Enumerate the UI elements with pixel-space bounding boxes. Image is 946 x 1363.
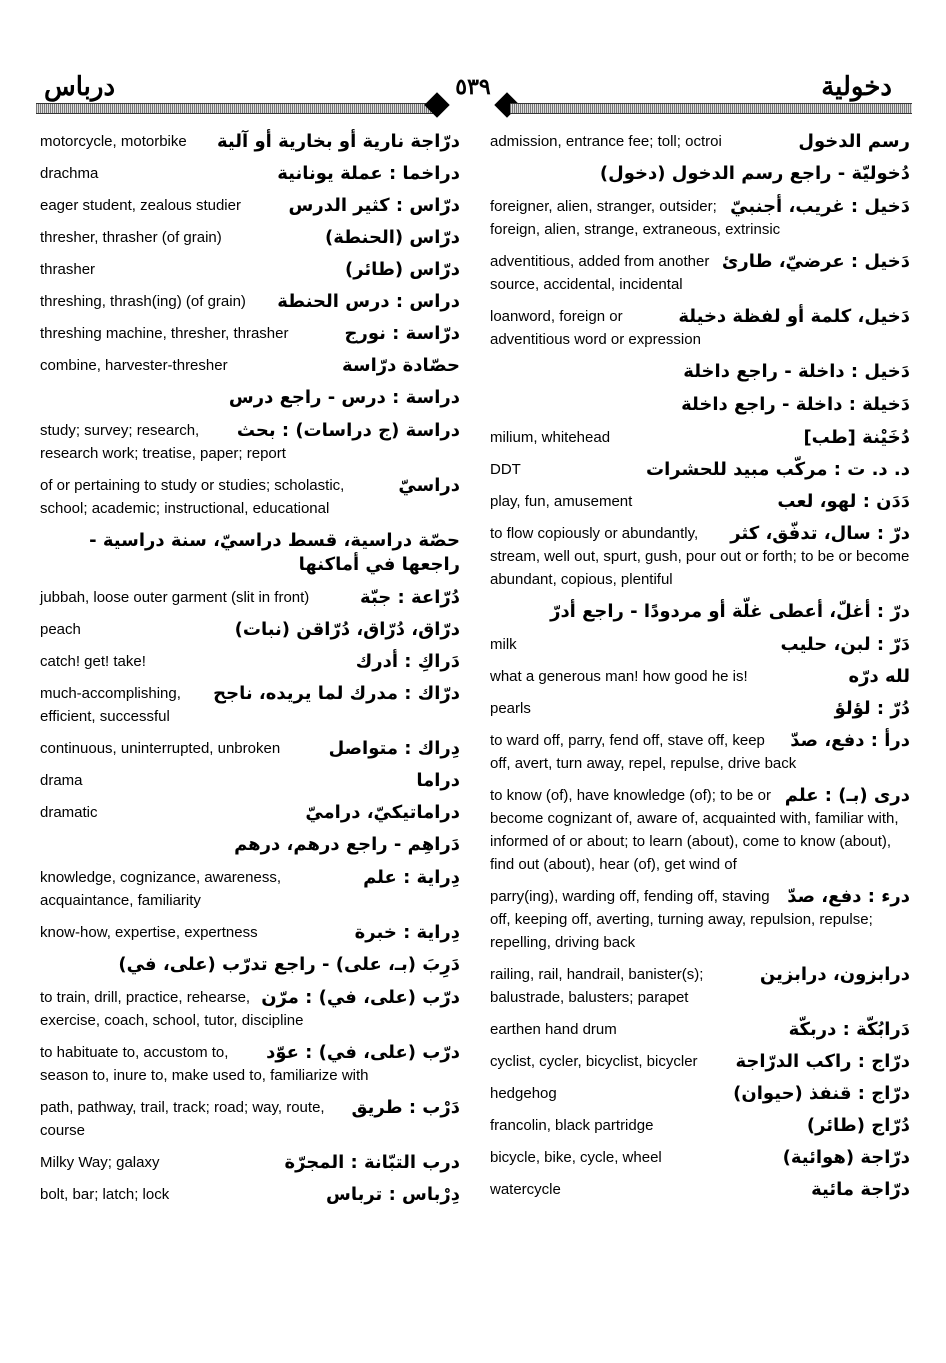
arabic-headword: درّاسة : نورج: [344, 323, 460, 344]
arabic-headword: درب التبّانة : المجرّة: [284, 1152, 460, 1173]
header-rule-right: [510, 103, 912, 114]
arabic-headword: دُخوليّة - راجع رسم الدخول (دخول): [599, 163, 910, 184]
arabic-headword: دَرِبَ (بـ، على) - راجع تدرّب (على، في): [118, 954, 460, 975]
dictionary-entry: [40, 258, 460, 281]
dictionary-entry: [40, 290, 460, 313]
arabic-headword: دُخَيْنة [طب]: [803, 427, 910, 448]
dictionary-entry: [490, 665, 910, 688]
header-left-word: درباس: [44, 72, 116, 102]
dictionary-entry: [40, 194, 460, 217]
arabic-headword: درء : دفع، صدّ: [787, 886, 910, 907]
english-gloss: to habituate to, accustom to, season to, inure to, make used to, familiarize with: [40, 1044, 369, 1084]
english-gloss: dramatic: [40, 804, 98, 821]
english-gloss: bolt, bar; latch; lock: [40, 1186, 170, 1203]
arabic-headword: درّاس : كثير الدرس: [288, 195, 460, 216]
arabic-headword: دِراك : متواصل: [328, 738, 460, 759]
dictionary-cross-reference: [490, 360, 910, 384]
arabic-headword: دراسة : درس - راجع درس: [228, 387, 460, 408]
dictionary-entry: [40, 866, 460, 912]
english-gloss: drama: [40, 772, 83, 789]
dictionary-entry: [490, 1146, 910, 1169]
arabic-headword: درّ : أغلّ، أعطى غلّة أو مردودًا - راجع أدرّ: [550, 601, 910, 622]
arabic-headword: دَرْب : طريق: [351, 1097, 460, 1118]
arabic-headword: دَخيلة : داخلة - راجع داخلة: [681, 394, 910, 415]
dictionary-cross-reference: [490, 600, 910, 624]
english-gloss: thrasher: [40, 261, 96, 278]
arabic-headword: دَرابُكّة : دربكّة: [788, 1019, 910, 1040]
dictionary-entry: [490, 305, 910, 351]
arabic-headword: درّاجة مائية: [811, 1179, 910, 1200]
english-gloss: know-how, expertise, expertness: [40, 924, 258, 941]
english-gloss: jubbah, loose outer garment (slit in front): [40, 589, 310, 606]
dictionary-entry: [490, 426, 910, 449]
english-gloss: of or pertaining to study or studies; scholastic, school; academic; instructional, educational: [40, 477, 345, 517]
arabic-headword: دراسة (ج دراسات) : بحث: [236, 420, 460, 441]
english-gloss: to train, drill, practice, rehearse, exercise, coach, school, tutor, discipline: [40, 989, 304, 1029]
english-gloss: pearls: [490, 700, 531, 717]
arabic-headword: دُرّاج (طائر): [806, 1115, 910, 1136]
dictionary-entry: [40, 682, 460, 728]
dictionary-cross-reference: [40, 529, 460, 577]
dictionary-entry: [40, 1041, 460, 1087]
dictionary-entry: [490, 490, 910, 513]
arabic-headword: درّب (على، في) : عوّد: [266, 1042, 460, 1063]
english-gloss: much-accomplishing, efficient, successful: [40, 685, 181, 725]
english-gloss: parry(ing), warding off, fending off, staving off, keeping off, averting, turning away, repulsion, repulse; repelling, driving back: [490, 888, 873, 951]
english-gloss: earthen hand drum: [490, 1021, 617, 1038]
dictionary-entry: [490, 522, 910, 591]
arabic-headword: دُرّاعة : جبّة: [360, 587, 460, 608]
dictionary-entry: [40, 322, 460, 345]
arabic-headword: حصّة دراسية، قسط دراسيّ، سنة دراسية - راجعها في أماكنها: [89, 530, 460, 575]
arabic-headword: حصّادة درّاسة: [342, 355, 460, 376]
dictionary-entry: [490, 633, 910, 656]
dictionary-cross-reference: [490, 162, 910, 186]
arabic-headword: دَخيل، كلمة أو لفظة دخيلة: [678, 306, 910, 327]
dictionary-entry: [490, 195, 910, 241]
english-gloss: what a generous man! how good he is!: [490, 668, 748, 685]
arabic-headword: دراخما : عملة يونانية: [277, 163, 460, 184]
arabic-headword: دِرْباس : ترباس: [326, 1184, 460, 1205]
arabic-headword: دَرّ : لبن، حليب: [780, 634, 910, 655]
dictionary-entry: [490, 729, 910, 775]
dictionary-entry: [490, 1178, 910, 1201]
arabic-headword: دراما: [416, 770, 460, 791]
arabic-headword: رسم الدخول: [798, 131, 910, 152]
dictionary-entry: [40, 1096, 460, 1142]
english-gloss: francolin, black partridge: [490, 1117, 654, 1134]
english-gloss: eager student, zealous studier: [40, 197, 241, 214]
arabic-headword: دَخيل : داخلة - راجع داخلة: [683, 361, 910, 382]
dictionary-entry: [40, 801, 460, 824]
arabic-headword: دَراكِ : أدرك: [355, 651, 460, 672]
arabic-headword: درأ : دفع، صدّ: [790, 730, 910, 751]
dictionary-entry: [40, 162, 460, 185]
arabic-headword: دَخيل : غريب، أجنبيّ: [730, 196, 910, 217]
english-gloss: catch! get! take!: [40, 653, 146, 670]
dictionary-entry: [490, 784, 910, 876]
english-gloss: knowledge, cognizance, awareness, acquaintance, familiarity: [40, 869, 281, 909]
arabic-headword: دراس : درس الحنطة: [277, 291, 460, 312]
arabic-headword: درّب (على، في) : مرّن: [261, 987, 460, 1008]
arabic-headword: دراسيّ: [398, 475, 460, 496]
english-gloss: loanword, foreign or adventitious word or expression: [490, 308, 701, 348]
dictionary-entry: [490, 130, 910, 153]
english-gloss: drachma: [40, 165, 99, 182]
dictionary-cross-reference: [40, 833, 460, 857]
arabic-headword: دَدَن : لهو، لعب: [777, 491, 910, 512]
english-gloss: to flow copiously or abundantly, stream, well out, spurt, gush, pour out or forth; to be or become abundant, copious, plentiful: [490, 525, 910, 588]
arabic-headword: درّاج : قنفذ (حيوان): [733, 1083, 910, 1104]
arabic-headword: درّاجة (هوائية): [782, 1147, 910, 1168]
arabic-headword: درّاج : راكب الدرّاجة: [735, 1051, 910, 1072]
dictionary-entry: [490, 885, 910, 954]
header-right-word: دخولية: [821, 72, 892, 102]
arabic-headword: دُرّ : لؤلؤ: [834, 698, 910, 719]
dictionary-entry: [40, 650, 460, 673]
arabic-headword: دَراهِم - راجع درهم، درهم: [234, 834, 460, 855]
arabic-headword: درّاك : مدرك لما يريده، ناجح: [213, 683, 460, 704]
english-gloss: hedgehog: [490, 1085, 557, 1102]
dictionary-entry: [490, 250, 910, 296]
english-gloss: Milky Way; galaxy: [40, 1154, 160, 1171]
arabic-headword: درابزون، درابزين: [759, 964, 910, 985]
arabic-headword: درّاق، دُرّاق، دُرّاقن (نبات): [234, 619, 460, 640]
dictionary-entry: [490, 1114, 910, 1137]
dictionary-entry: [40, 769, 460, 792]
dictionary-entry: [40, 921, 460, 944]
arabic-headword: لله درّه: [848, 666, 910, 687]
english-gloss: to know (of), have knowledge (of); to be or become cognizant of, aware of, acquainted with, familiar with, informed of or about; to learn (about), come to know (about), find out (about), hear (of), get wind of: [490, 787, 899, 873]
dictionary-entry: [40, 737, 460, 760]
english-gloss: study; survey; research, research work; treatise, paper; report: [40, 422, 286, 462]
dictionary-entry: [40, 474, 460, 520]
dictionary-entry: [490, 1050, 910, 1073]
english-gloss: railing, rail, handrail, banister(s); balustrade, balusters; parapet: [490, 966, 704, 1006]
english-gloss: adventitious, added from another source, accidental, incidental: [490, 253, 710, 293]
dictionary-entry: [40, 1183, 460, 1206]
english-gloss: watercycle: [490, 1181, 561, 1198]
english-gloss: cyclist, cycler, bicyclist, bicycler: [490, 1053, 698, 1070]
english-gloss: admission, entrance fee; toll; octroi: [490, 133, 722, 150]
arabic-headword: دِراية : علم: [363, 867, 460, 888]
arabic-headword: دَخيل : عرضيّ، طارئ: [721, 251, 910, 272]
dictionary-entry: [40, 586, 460, 609]
dictionary-entry: [40, 419, 460, 465]
arabic-headword: درّاس (الحنطة): [324, 227, 460, 248]
arabic-headword: درى (بـ) : علم: [784, 785, 910, 806]
english-gloss: foreigner, alien, stranger, outsider; foreign, alien, strange, extraneous, extrinsic: [490, 198, 781, 238]
english-gloss: motorcycle, motorbike: [40, 133, 187, 150]
english-gloss: thresher, thrasher (of grain): [40, 229, 222, 246]
arabic-headword: دراماتيكيّ، دراميّ: [305, 802, 460, 823]
english-gloss: threshing, thrash(ing) (of grain): [40, 293, 246, 310]
dictionary-entry: [40, 226, 460, 249]
dictionary-entry: [490, 697, 910, 720]
dictionary-entry: [490, 458, 910, 481]
dictionary-cross-reference: [40, 386, 460, 410]
right-column: [490, 130, 910, 1210]
page-number: ٥٣٩: [455, 74, 491, 100]
arabic-headword: د. د. ت : مركّب مبيد للحشرات: [646, 459, 910, 480]
dictionary-cross-reference: [490, 393, 910, 417]
arabic-headword: درّاس (طائر): [345, 259, 460, 280]
english-gloss: combine, harvester-thresher: [40, 357, 228, 374]
english-gloss: continuous, uninterrupted, unbroken: [40, 740, 281, 757]
arabic-headword: درّ : سال، تدفّق، كثر: [730, 523, 910, 544]
english-gloss: threshing machine, thresher, thrasher: [40, 325, 289, 342]
dictionary-entry: [40, 1151, 460, 1174]
dictionary-entry: [40, 130, 460, 153]
english-gloss: peach: [40, 621, 81, 638]
english-gloss: path, pathway, trail, track; road; way, route, course: [40, 1099, 325, 1139]
dictionary-entry: [40, 618, 460, 641]
english-gloss: milk: [490, 636, 517, 653]
left-column: [40, 130, 460, 1215]
dictionary-entry: [490, 963, 910, 1009]
english-gloss: to ward off, parry, fend off, stave off, keep off, avert, turn away, repel, repulse, drive back: [490, 732, 797, 772]
dictionary-entry: [490, 1018, 910, 1041]
english-gloss: bicycle, bike, cycle, wheel: [490, 1149, 662, 1166]
arabic-headword: دِراية : خبرة: [354, 922, 460, 943]
dictionary-entry: [40, 986, 460, 1032]
dictionary-entry: [490, 1082, 910, 1105]
english-gloss: DDT: [490, 461, 521, 478]
arabic-headword: درّاجة نارية أو بخارية أو آلية: [217, 131, 460, 152]
dictionary-cross-reference: [40, 953, 460, 977]
english-gloss: play, fun, amusement: [490, 493, 633, 510]
dictionary-entry: [40, 354, 460, 377]
header-rule-left: [36, 103, 434, 114]
english-gloss: milium, whitehead: [490, 429, 611, 446]
